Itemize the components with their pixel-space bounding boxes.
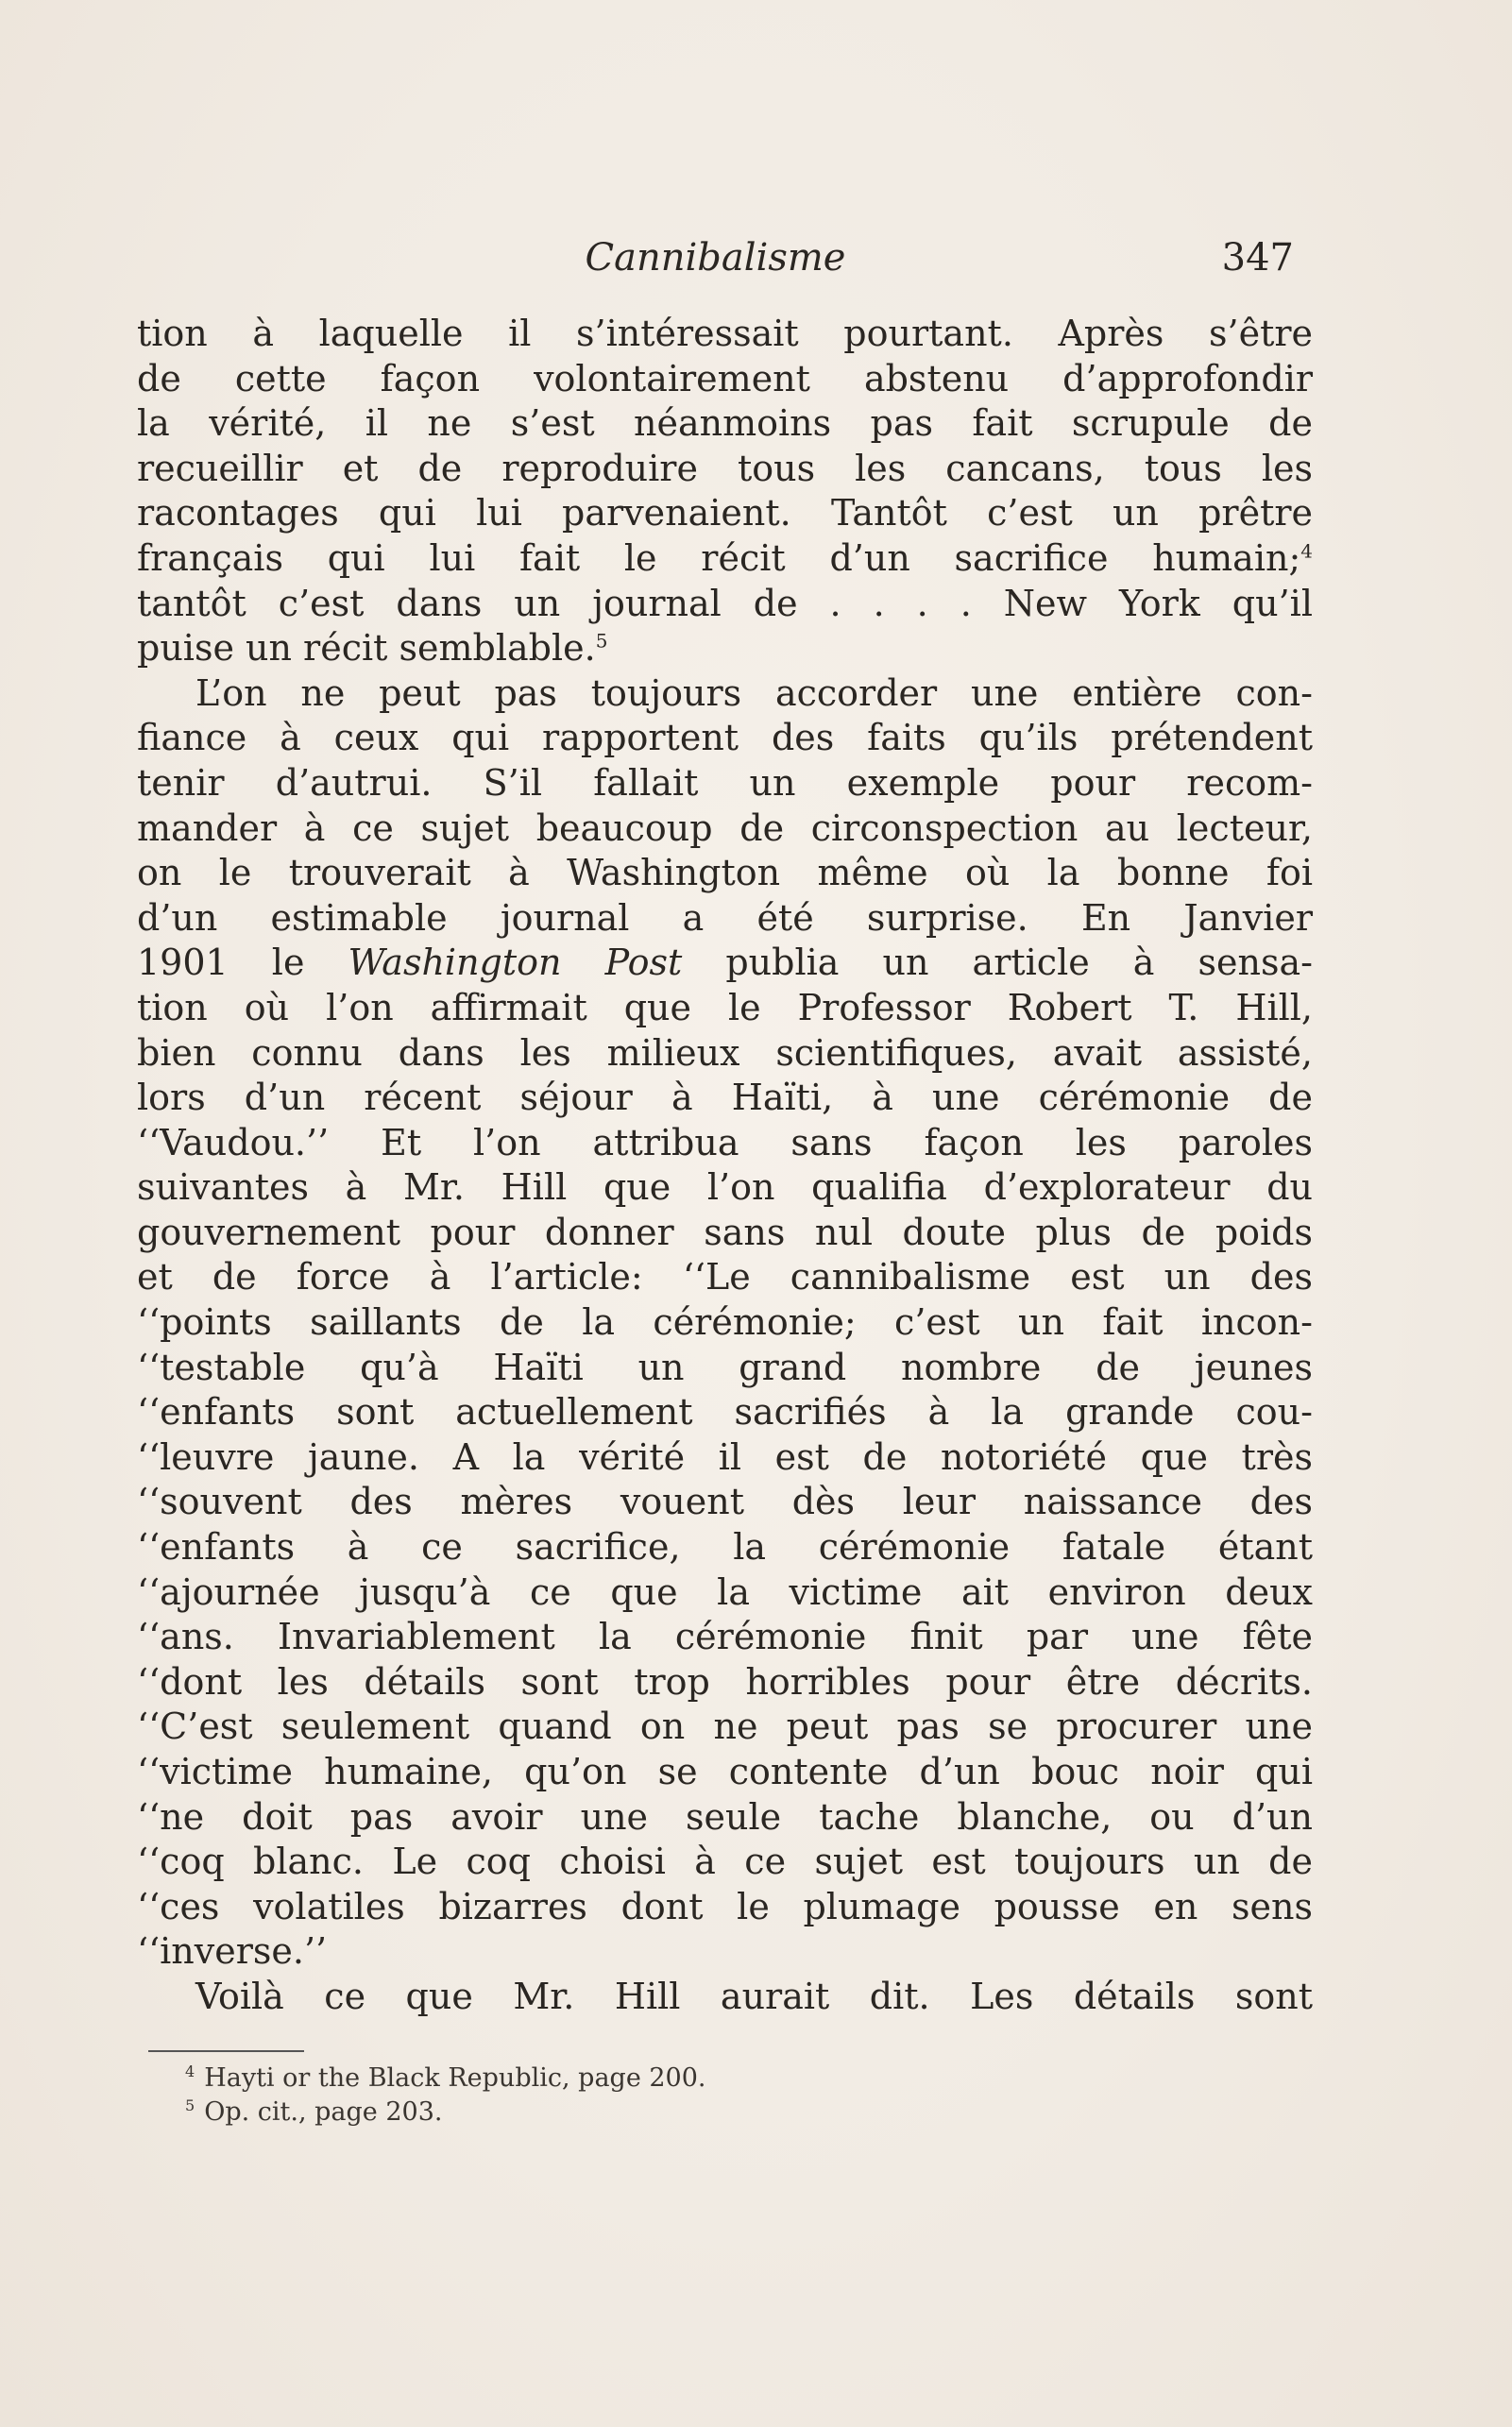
text-line: ‘‘souvent des mères vouent dès leur naissance des (137, 1481, 1313, 1523)
text-segment: 1901 le (137, 942, 305, 984)
text-line: d’un estimable journal a été surprise. En Janvier (137, 896, 1313, 939)
text-line: ‘‘leuvre jaune. A la vérité il est de notoriété que très (137, 1435, 1313, 1478)
text-line: racontages qui lui parvenaient. Tantôt c’est un prêtre (137, 492, 1313, 535)
text-line: ‘‘testable qu’à Haïti un grand nombre de jeunes (137, 1346, 1313, 1388)
text-line: suivantes à Mr. Hill que l’on qualifia d’explorateur du (137, 1166, 1313, 1209)
footnote (185, 2096, 706, 2130)
text-line: de cette façon volontairement abstenu d’approfondir (137, 357, 1313, 399)
text-line (137, 536, 1313, 582)
body-text (137, 312, 1313, 2020)
text-line: bien connu dans les milieux scientifiques, avait assisté, (137, 1031, 1313, 1074)
text-line (137, 626, 1313, 671)
text-line: ‘‘coq blanc. Le coq choisi à ce sujet est toujours un de (137, 1841, 1313, 1883)
footnote-text: Op. cit., page 203. (204, 2097, 443, 2127)
text-line: ‘‘points saillants de la cérémonie; c’est un fait incon- (137, 1301, 1313, 1344)
text-line: et de force à l’article: ‘‘Le cannibalisme est un des (137, 1256, 1313, 1298)
footnote-mark: 5 (185, 2096, 195, 2114)
text-line: tion à laquelle il s’intéressait pourtant. Après s’être (137, 313, 1313, 354)
page-header (137, 234, 1294, 281)
text-segment: français qui lui fait le récit d’un sacrifice humain; (137, 536, 1301, 579)
footnote (185, 2062, 706, 2096)
text-line: ‘‘C’est seulement quand on ne peut pas se procurer une (137, 1706, 1313, 1748)
newspaper-title: Washington Post (348, 942, 683, 984)
footnotes (185, 2062, 706, 2130)
text-line: ‘‘ces volatiles bizarres dont le plumage pousse en sens (137, 1885, 1313, 1927)
text-line (137, 941, 1313, 986)
text-line: ‘‘ans. Invariablement la cérémonie finit par une fête (137, 1616, 1313, 1658)
text-line: ‘‘victime humaine, qu’on se contente d’un bouc noir qui (137, 1751, 1313, 1792)
page-number: 347 (1221, 236, 1294, 280)
text-line: ‘‘ajournée jusqu’à ce que la victime ait environ deux (137, 1570, 1313, 1613)
text-line: on le trouverait à Washington même où la bonne foi (137, 852, 1313, 894)
footnote-divider (148, 2050, 304, 2052)
text-line: tenir d’autrui. S’il fallait un exemple pour recom- (137, 761, 1313, 804)
text-line: ‘‘inverse.’’ (137, 1930, 328, 1973)
text-segment: puise un récit semblable. (137, 627, 596, 670)
text-line: la vérité, il ne s’est néanmoins pas fait scrupule de (137, 402, 1313, 445)
text-line: gouvernement pour donner sans nul doute plus de poids (137, 1211, 1313, 1253)
text-line: ‘‘ne doit pas avoir une seule tache blanche, ou d’un (137, 1795, 1313, 1838)
text-line: ‘‘Vaudou.’’ Et l’on attribua sans façon les paroles (137, 1121, 1313, 1163)
text-segment: publia un article à sensa- (725, 942, 1313, 984)
text-line: ‘‘dont les détails sont trop horribles pour être décrits. (137, 1660, 1313, 1703)
footnote-ref: 5 (595, 629, 608, 653)
footnote-mark: 4 (185, 2062, 195, 2080)
footnote-text: Hayti or the Black Republic, page 200. (204, 2063, 706, 2093)
text-line: L’on ne peut pas toujours accorder une entière con- (195, 671, 1313, 714)
running-title: Cannibalisme (585, 236, 846, 280)
text-line: ‘‘enfants à ce sacrifice, la cérémonie fatale étant (137, 1526, 1313, 1569)
text-line: recueillir et de reproduire tous les cancans, tous les (137, 447, 1313, 489)
text-line: Voilà ce que Mr. Hill aurait dit. Les détails sont (195, 1975, 1313, 2017)
text-line: lors d’un récent séjour à Haïti, à une cérémonie de (137, 1077, 1313, 1119)
footnote-ref: 4 (1300, 539, 1313, 563)
text-line: tion où l’on affirmait que le Professor Robert T. Hill, (137, 986, 1313, 1028)
text-line: mander à ce sujet beaucoup de circonspection au lecteur, (137, 806, 1313, 849)
text-line: tantôt c’est dans un journal de . . . . New York qu’il (137, 582, 1313, 624)
text-line: ‘‘enfants sont actuellement sacrifiés à la grande cou- (137, 1391, 1313, 1434)
text-line: fiance à ceux qui rapportent des faits qu’ils prétendent (137, 717, 1313, 759)
